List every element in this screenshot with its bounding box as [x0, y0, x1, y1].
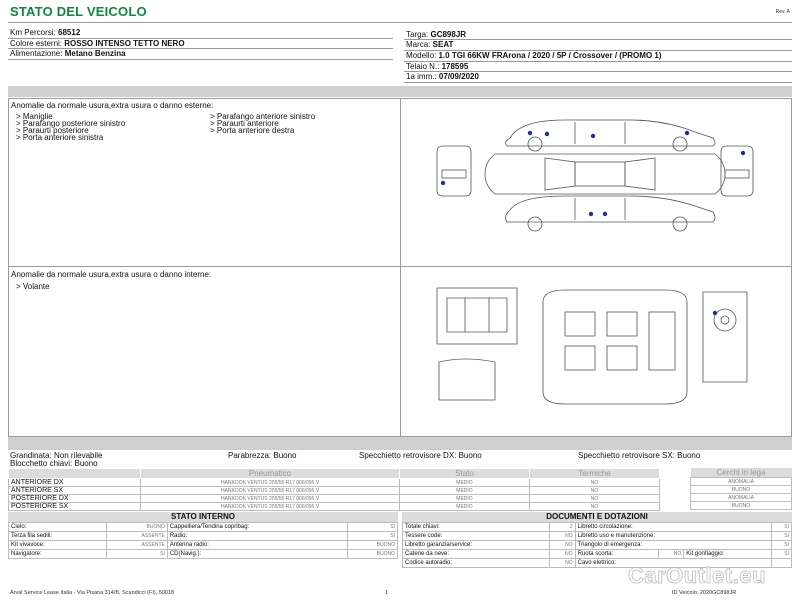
table-row: Cielo: BUONO Cappelliera/Tendina copribag: SI: [9, 523, 398, 532]
grandinata-status: Grandinata: Non rilevabile: [10, 451, 103, 460]
tyre-header-model: Pneumatico: [141, 469, 400, 479]
footer-vehicle-id: ID Veicolo: 2020GC898JR: [672, 590, 737, 596]
page-title: STATO DEL VEICOLO: [10, 4, 147, 19]
revision-label: Rev. A: [775, 9, 790, 15]
tyre-header-status: Stato: [400, 469, 530, 479]
damage-marker-dot-icon: [713, 311, 717, 315]
interior-title: STATO INTERNO: [8, 512, 398, 522]
model-row: Modello: 1.0 TGI 66KW FRArona / 2020 / 5P / Crossover / (PROMO 1): [406, 51, 662, 60]
table-row: Terza fila sedili: ASSENTE Radio: SI: [9, 532, 398, 541]
table-row: ANOMALIA: [691, 478, 792, 486]
brand-row: Marca: SEAT: [406, 40, 454, 49]
key-block-status: Blocchetto chiavi: Buono: [10, 459, 98, 468]
list-item: > Paraurti anteriore: [210, 119, 279, 128]
external-damage-title: Anomalie da normale usura,extra usura o danno esterne:: [11, 101, 214, 110]
mirror-dx-status: Specchietto retrovisore DX: Buono: [359, 451, 482, 460]
external-damage-list-2: [210, 113, 315, 134]
table-row: ANOMALIA: [691, 494, 792, 502]
footer-address: Arval Service Lease Italia - Via Pisana 314/B, Scandicci (FI), 50018: [10, 590, 175, 596]
parabrezza-status: Parabrezza: Buono: [228, 451, 297, 460]
rims-header: Cerchi in lega: [691, 468, 792, 478]
table-row: POSTERIORE DX HANKOOK VENTUS 205/55 R17 000/095 V MEDIO NO: [9, 495, 660, 503]
list-item: > Paraurti posteriore: [16, 126, 89, 135]
plate-row: Targa: GC898JR: [406, 30, 467, 39]
km-row: Km Percorsi: 68512: [10, 28, 81, 37]
table-row: Totale chiavi: 2 Libretto circolazione: SI: [403, 523, 792, 532]
car-exterior-diagram-icon: [425, 112, 755, 242]
footer-page-number: 1: [385, 590, 389, 596]
header-divider: [8, 22, 792, 23]
fuel-row: Alimentazione: Metano Benzina: [10, 49, 126, 58]
table-row: Tessere code: NO Libretto uso e manutenzione: SI: [403, 532, 792, 541]
documents-table: [402, 522, 792, 568]
documents-title: DOCUMENTI E DOTAZIONI: [402, 512, 792, 522]
color-row: Colore esterni: ROSSO INTENSO TETTO NERO: [10, 39, 185, 48]
table-row: Kit vivavoce: ASSENTE Antenna radio: BUONO: [9, 541, 398, 550]
table-row: Codice autoradio: NO Cavo elettrico:: [403, 559, 792, 568]
external-damage-list-1: [16, 113, 125, 141]
internal-damage-title: Anomalie da normale usura,extra usura o danno interne:: [11, 270, 212, 279]
table-row: POSTERIORE SX HANKOOK VENTUS 205/55 R17 000/095 V MEDIO NO: [9, 503, 660, 511]
section-band: [8, 86, 792, 97]
table-row: Libretto garanzia/service: NO Triangolo di emergenza: SI: [403, 541, 792, 550]
interior-table: [8, 522, 398, 559]
table-row: BUONO: [691, 486, 792, 494]
list-item: > Parafango anteriore sinistro: [210, 112, 316, 121]
chassis-row: Telaio N.: 178595: [406, 62, 469, 71]
rims-table: [690, 468, 792, 510]
mirror-sx-status: Specchietto retrovisore SX: Buono: [578, 451, 701, 460]
watermark-logo: CarOutlet.eu: [628, 563, 767, 588]
list-item: > Porta anteriore sinistra: [16, 133, 104, 142]
list-item: > Maniglie: [16, 112, 53, 121]
list-item: > Volante: [16, 282, 50, 291]
car-interior-diagram-icon: [425, 282, 755, 420]
list-item: > Parafango posteriore sinistro: [16, 119, 126, 128]
tyre-header-winter: Termiche: [530, 469, 660, 479]
list-item: > Porta anteriore destra: [210, 126, 295, 135]
table-row: ANTERIORE SX HANKOOK VENTUS 205/55 R17 000/095 V MEDIO NO: [9, 487, 660, 495]
damage-marker-dot-icon: [441, 131, 745, 216]
registration-row: 1a imm.: 07/09/2020: [406, 72, 479, 81]
table-row: Catene da neve: NO Ruota scorta: NO Kit gonfiaggio: SI: [403, 550, 792, 559]
status-band: [8, 437, 792, 450]
table-row: Navigatore: SI CD(Navig.): BUONO: [9, 550, 398, 559]
table-row: BUONO: [691, 502, 792, 510]
table-row: ANTERIORE DX HANKOOK VENTUS 205/55 R17 000/095 V MEDIO NO: [9, 479, 660, 487]
tyres-table: [8, 468, 660, 511]
internal-damage-list: [16, 283, 50, 290]
